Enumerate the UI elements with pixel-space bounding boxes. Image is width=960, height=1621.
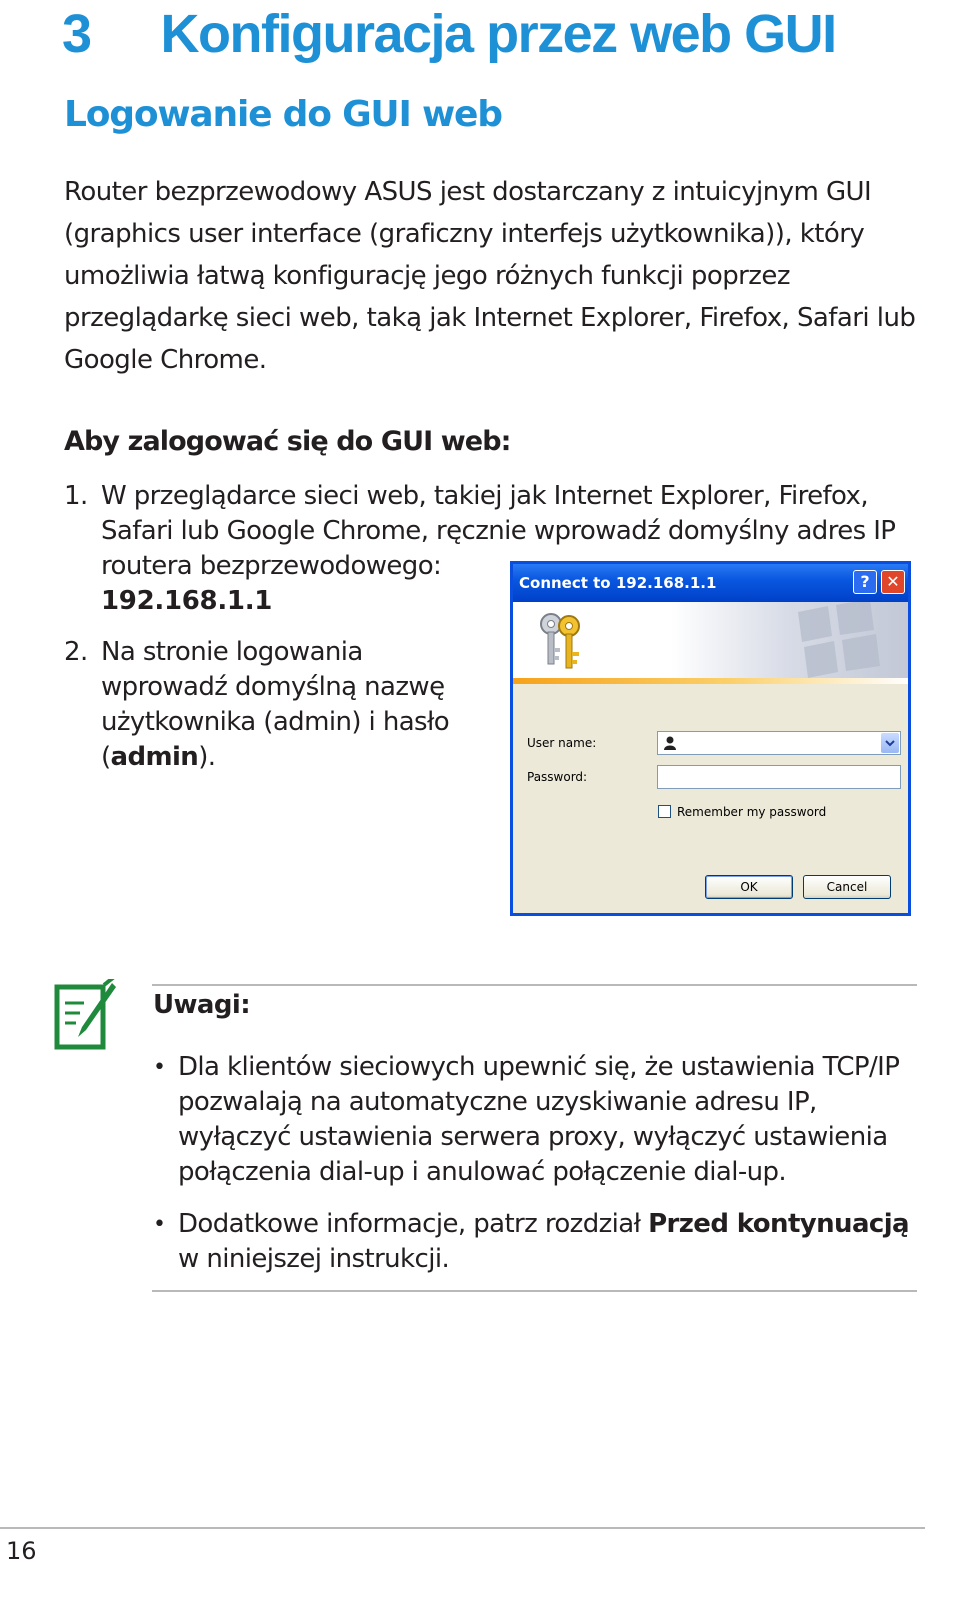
chapter-title: Konfiguracja przez web GUI <box>160 4 836 64</box>
section-title: Logowanie do GUI web <box>64 94 502 135</box>
user-name-field[interactable] <box>657 731 901 755</box>
banner-accent-line <box>513 678 908 684</box>
keys-icon <box>533 608 593 674</box>
cancel-button[interactable]: Cancel <box>803 875 891 899</box>
login-dialog-screenshot <box>510 561 911 916</box>
dialog-title: Connect to 192.168.1.1 <box>519 574 717 592</box>
notes-list <box>153 1050 928 1277</box>
chapter-number: 3 <box>62 4 91 64</box>
note-item <box>153 1050 928 1190</box>
notes-top-rule <box>152 984 917 986</box>
remember-password-checkbox[interactable] <box>658 805 671 818</box>
step-text: W przeglądarce sieci web, takiej jak Internet Explorer, Firefox, Safari lub Google Chrome, ręcznie wprowadź domyślny adres IP routera bezprzewodowego: <box>101 481 896 581</box>
dialog-titlebar <box>513 564 908 602</box>
note-text: Dla klientów sieciowych upewnić się, że ustawienia TCP/IP pozwalają na automatyczne uzyskiwanie adresu IP, wyłączyć ustawienia serwera proxy, wyłączyć ustawienia połączenia dial-up i anulować połączenie dial-up. <box>178 1052 900 1187</box>
notes-title-text: Uwagi <box>153 990 241 1020</box>
password-label: Password: <box>527 770 588 784</box>
ok-button[interactable]: OK <box>705 875 793 899</box>
login-subheading: Aby zalogować się do GUI web: <box>64 426 511 457</box>
step-2 <box>64 635 494 775</box>
chapter-heading <box>62 4 836 64</box>
dialog-banner <box>513 602 908 678</box>
chevron-down-icon[interactable] <box>881 733 899 753</box>
notes-title-colon: : <box>240 990 251 1020</box>
remember-password-label: Remember my password <box>677 805 827 819</box>
password-field[interactable] <box>657 765 901 789</box>
page-number: 16 <box>6 1537 37 1565</box>
user-name-label: User name: <box>527 736 597 750</box>
step-text: Na stronie logowania wprowadź domyślną nazwę użytkownika (admin) i hasło ( <box>101 637 450 772</box>
note-item <box>153 1207 928 1277</box>
note-pencil-icon <box>54 979 118 1051</box>
close-button[interactable]: ✕ <box>881 570 905 594</box>
dropdown-arrow-icon <box>881 733 899 753</box>
default-ip-address: 192.168.1.1 <box>101 586 273 616</box>
footer-rule <box>0 1527 925 1529</box>
step-number: 2. <box>64 637 88 667</box>
help-button[interactable]: ? <box>853 570 877 594</box>
note-bold-reference: Przed kontynuacją <box>648 1209 909 1239</box>
step-bold-password: admin <box>110 742 199 772</box>
note-text: Dodatkowe informacje, patrz rozdział <box>178 1209 649 1239</box>
notes-title <box>153 990 250 1020</box>
step-number: 1. <box>64 481 88 511</box>
user-icon <box>662 735 678 751</box>
step-text-end: ). <box>198 742 216 772</box>
note-text-end: w niniejszej instrukcji. <box>178 1244 450 1274</box>
intro-paragraph: Router bezprzewodowy ASUS jest dostarczany z intuicyjnym GUI (graphics user interface (graficzny interfejs użytkownika)), który umożliwia łatwą konfigurację jego różnych funkcji poprzez przeglądarkę sieci web, taką jak Internet Explorer, Firefox, Safari lub Google Chrome. <box>64 177 916 375</box>
notes-bottom-rule <box>152 1290 917 1292</box>
windows-logo-watermark-icon <box>758 602 908 678</box>
